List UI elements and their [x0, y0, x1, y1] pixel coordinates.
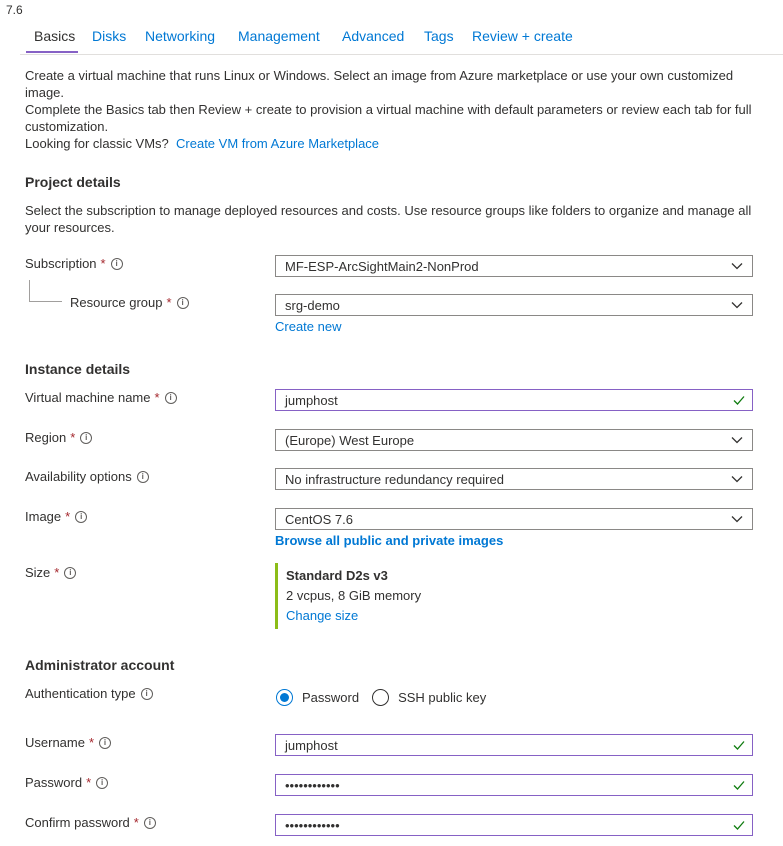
classic-vm-prefix: Looking for classic VMs?: [25, 136, 169, 151]
chevron-down-icon: [730, 512, 744, 526]
resource-group-value: srg-demo: [285, 297, 340, 313]
chevron-down-icon: [730, 259, 744, 273]
tab-advanced[interactable]: Advanced: [342, 28, 405, 44]
availability-select[interactable]: [275, 468, 753, 490]
image-value: CentOS 7.6: [285, 511, 353, 527]
availability-label-text: Availability options: [25, 469, 132, 484]
password-input[interactable]: [275, 774, 753, 796]
subscription-value: MF-ESP-ArcSightMain2-NonProd: [285, 258, 479, 274]
region-select[interactable]: [275, 429, 753, 451]
info-icon[interactable]: i: [75, 511, 87, 523]
ssh-key-radio-label[interactable]: SSH public key: [398, 690, 487, 705]
size-label-text: Size: [25, 565, 51, 580]
availability-label: [25, 469, 149, 484]
create-vm-marketplace-link[interactable]: Create VM from Azure Marketplace: [176, 136, 380, 151]
info-icon[interactable]: i: [80, 432, 92, 444]
image-label-text: Image: [25, 509, 62, 524]
info-icon[interactable]: i: [177, 297, 189, 309]
vm-name-label: [25, 390, 177, 405]
auth-type-radio-group: [276, 689, 499, 706]
username-label-text: Username: [25, 735, 85, 750]
password-label: [25, 775, 108, 790]
corner-label: 7.6: [6, 3, 23, 17]
radio-dot: [280, 693, 289, 702]
vm-name-value: jumphost: [285, 392, 338, 408]
password-label-text: Password: [25, 775, 83, 790]
password-radio[interactable]: [276, 689, 293, 706]
info-icon[interactable]: i: [111, 258, 123, 270]
required-marker: *: [86, 775, 92, 790]
confirm-password-label-text: Confirm password: [25, 815, 130, 830]
chevron-down-icon: [730, 298, 744, 312]
size-name: Standard D2s v3: [286, 568, 388, 583]
admin-account-heading: Administrator account: [25, 657, 175, 673]
confirm-password-value: ••••••••••••: [285, 817, 340, 833]
tab-disks[interactable]: Disks: [92, 28, 127, 44]
required-marker: *: [70, 430, 76, 445]
required-marker: *: [133, 815, 139, 830]
intro-line-1: Create a virtual machine that runs Linux or Windows. Select an image from Azure marketplace or use your own customized image.: [25, 68, 734, 100]
required-marker: *: [54, 565, 60, 580]
project-details-description: Select the subscription to manage deployed resources and costs. Use resource groups like folders to organize and manage all your resources.: [25, 203, 752, 235]
confirm-password-label: [25, 815, 156, 830]
size-label: [25, 565, 76, 580]
resource-group-select[interactable]: [275, 294, 753, 316]
ssh-key-radio[interactable]: [372, 689, 389, 706]
active-tab-indicator: [26, 51, 78, 53]
instance-details-heading: Instance details: [25, 361, 131, 377]
password-radio-label[interactable]: Password: [302, 690, 360, 705]
subscription-label-text: Subscription: [25, 256, 97, 271]
info-icon[interactable]: i: [144, 817, 156, 829]
change-size-link[interactable]: Change size: [286, 608, 359, 623]
info-icon[interactable]: i: [141, 688, 153, 700]
checkmark-icon: [732, 778, 746, 792]
region-value: (Europe) West Europe: [285, 432, 415, 448]
create-new-link[interactable]: Create new: [275, 319, 342, 334]
resource-group-label-text: Resource group: [70, 295, 163, 310]
vm-name-label-text: Virtual machine name: [25, 390, 151, 405]
info-icon[interactable]: i: [96, 777, 108, 789]
required-marker: *: [88, 735, 95, 750]
info-icon[interactable]: i: [137, 471, 149, 483]
classic-vm-row: [25, 135, 765, 152]
chevron-down-icon: [730, 472, 744, 486]
tab-networking[interactable]: Networking: [145, 28, 216, 44]
intro-line-2: Complete the Basics tab then Review + create to provision a virtual machine with default parameters or review each tab for full customization.: [25, 102, 752, 134]
tab-basics[interactable]: Basics: [34, 28, 76, 44]
subscription-label: [25, 256, 123, 271]
username-value: jumphost: [285, 737, 338, 753]
checkmark-icon: [732, 818, 746, 832]
username-label: [25, 735, 111, 750]
checkmark-icon: [732, 393, 746, 407]
info-icon[interactable]: i: [165, 392, 177, 404]
confirm-password-input[interactable]: [275, 814, 753, 836]
required-marker: *: [100, 256, 106, 271]
size-spec: 2 vcpus, 8 GiB memory: [286, 588, 422, 603]
resource-group-label: [70, 295, 189, 310]
auth-type-label-text: Authentication type: [25, 686, 136, 701]
required-marker: *: [166, 295, 172, 310]
username-input[interactable]: [275, 734, 753, 756]
tab-divider: [20, 54, 783, 55]
image-label: [25, 509, 87, 524]
tab-management[interactable]: Management: [238, 28, 320, 44]
intro-text: [25, 67, 765, 152]
tab-review-create[interactable]: Review + create: [472, 28, 573, 44]
size-summary: [275, 563, 575, 629]
tab-tags[interactable]: Tags: [424, 28, 454, 44]
region-label-text: Region: [25, 430, 67, 445]
required-marker: *: [65, 509, 71, 524]
project-details-heading: Project details: [25, 174, 121, 190]
image-select[interactable]: [275, 508, 753, 530]
required-marker: *: [154, 390, 160, 405]
tree-connector: [29, 280, 62, 302]
auth-type-label: [25, 686, 153, 701]
browse-images-link[interactable]: Browse all public and private images: [275, 533, 504, 548]
subscription-select[interactable]: [275, 255, 753, 277]
info-icon[interactable]: i: [99, 737, 111, 749]
availability-value: No infrastructure redundancy required: [285, 471, 504, 487]
chevron-down-icon: [730, 433, 744, 447]
password-value: ••••••••••••: [285, 777, 340, 793]
region-label: [25, 430, 92, 445]
checkmark-icon: [732, 738, 746, 752]
vm-name-input[interactable]: [275, 389, 753, 411]
info-icon[interactable]: i: [64, 567, 76, 579]
